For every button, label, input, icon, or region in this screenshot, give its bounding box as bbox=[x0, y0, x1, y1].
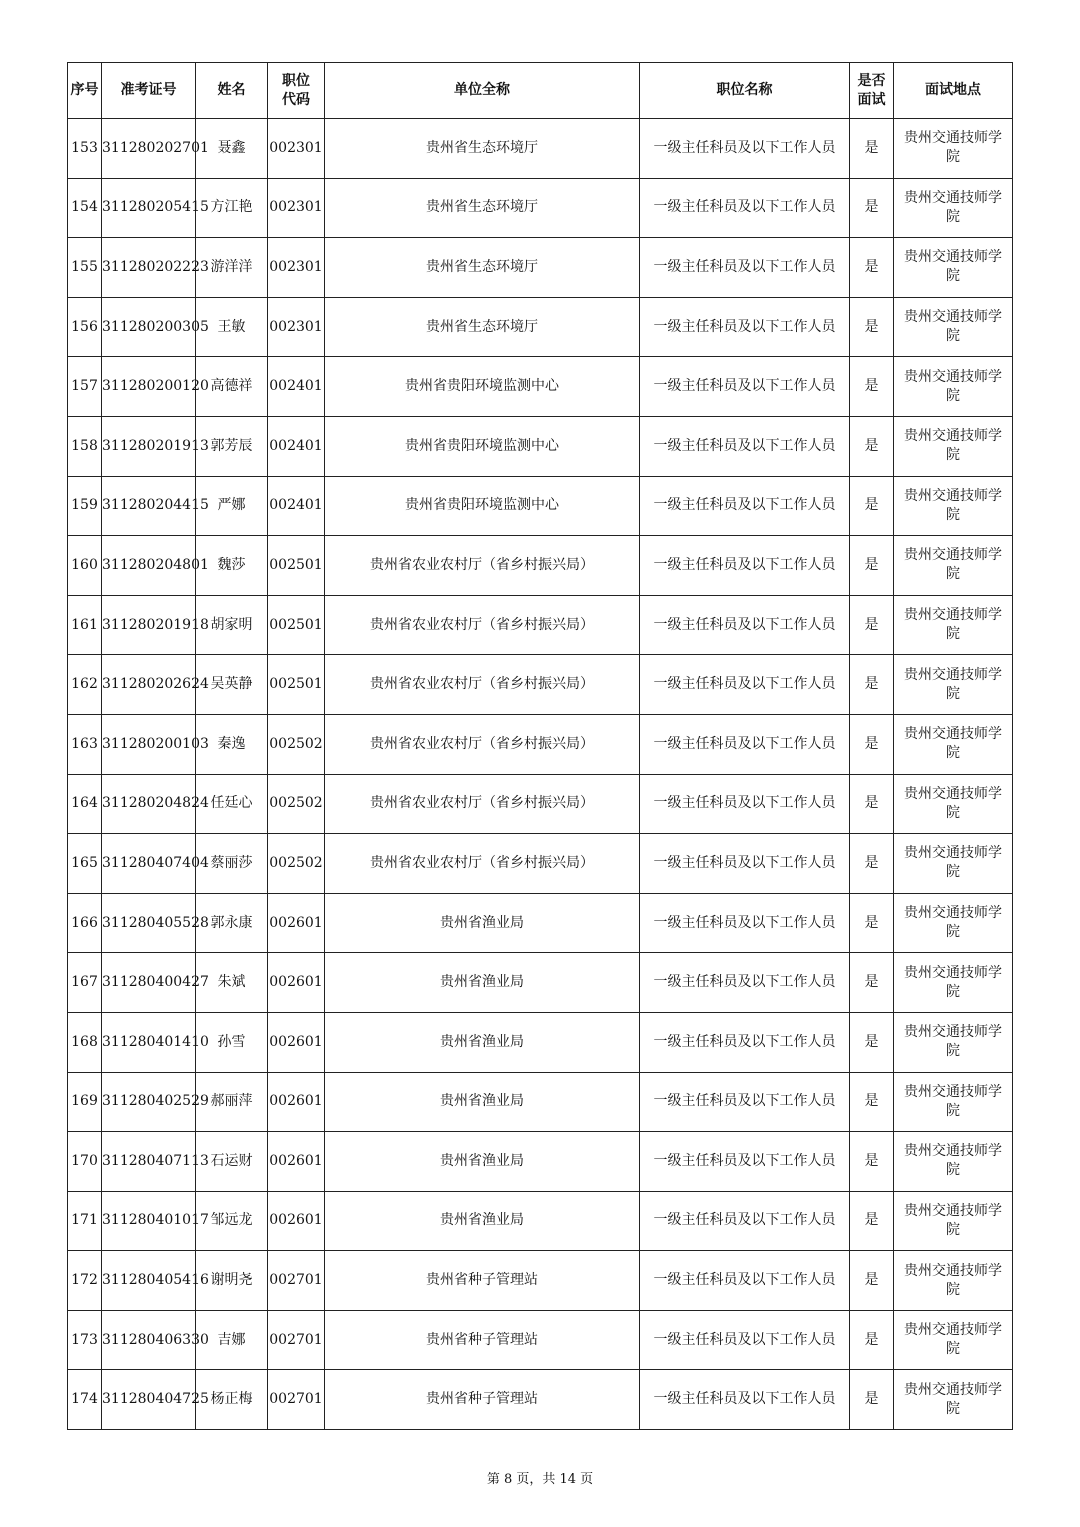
cell-interview: 是 bbox=[850, 536, 894, 596]
cell-location: 贵州交通技师学院 bbox=[894, 1191, 1013, 1251]
table-row bbox=[68, 238, 1013, 298]
cell-name: 魏莎 bbox=[196, 536, 268, 596]
cell-name: 方江艳 bbox=[196, 178, 268, 238]
cell-location: 贵州交通技师学院 bbox=[894, 893, 1013, 953]
cell-interview: 是 bbox=[850, 834, 894, 894]
table-row bbox=[68, 655, 1013, 715]
cell-location: 贵州交通技师学院 bbox=[894, 297, 1013, 357]
table-row bbox=[68, 1370, 1013, 1430]
cell-unit: 贵州省渔业局 bbox=[325, 893, 640, 953]
cell-interview: 是 bbox=[850, 893, 894, 953]
cell-position: 一级主任科员及以下工作人员 bbox=[640, 119, 850, 179]
cell-position: 一级主任科员及以下工作人员 bbox=[640, 238, 850, 298]
cell-location: 贵州交通技师学院 bbox=[894, 1310, 1013, 1370]
cell-location: 贵州交通技师学院 bbox=[894, 119, 1013, 179]
cell-name: 朱斌 bbox=[196, 953, 268, 1013]
cell-unit: 贵州省种子管理站 bbox=[325, 1310, 640, 1370]
header-cell: 是否 面试 bbox=[850, 63, 894, 119]
header-cell: 单位全称 bbox=[325, 63, 640, 119]
cell-interview: 是 bbox=[850, 178, 894, 238]
header-cell: 准考证号 bbox=[102, 63, 196, 119]
cell-location: 贵州交通技师学院 bbox=[894, 1132, 1013, 1192]
cell-unit: 贵州省渔业局 bbox=[325, 953, 640, 1013]
cell-interview: 是 bbox=[850, 119, 894, 179]
cell-index: 164 bbox=[68, 774, 102, 834]
cell-position: 一级主任科员及以下工作人员 bbox=[640, 1310, 850, 1370]
cell-index: 172 bbox=[68, 1251, 102, 1311]
cell-position-code: 002401 bbox=[268, 357, 325, 417]
cell-exam-id: 311280204801 bbox=[102, 536, 196, 596]
cell-exam-id: 311280205415 bbox=[102, 178, 196, 238]
cell-exam-id: 311280202701 bbox=[102, 119, 196, 179]
cell-index: 156 bbox=[68, 297, 102, 357]
cell-unit: 贵州省农业农村厅（省乡村振兴局） bbox=[325, 714, 640, 774]
cell-location: 贵州交通技师学院 bbox=[894, 774, 1013, 834]
cell-exam-id: 311280406330 bbox=[102, 1310, 196, 1370]
cell-interview: 是 bbox=[850, 297, 894, 357]
cell-index: 169 bbox=[68, 1072, 102, 1132]
cell-interview: 是 bbox=[850, 595, 894, 655]
table-row bbox=[68, 297, 1013, 357]
table-body bbox=[68, 119, 1013, 1430]
cell-position: 一级主任科员及以下工作人员 bbox=[640, 1132, 850, 1192]
cell-interview: 是 bbox=[850, 357, 894, 417]
cell-exam-id: 311280401017 bbox=[102, 1191, 196, 1251]
cell-exam-id: 311280200305 bbox=[102, 297, 196, 357]
cell-name: 严娜 bbox=[196, 476, 268, 536]
cell-name: 吉娜 bbox=[196, 1310, 268, 1370]
header-cell: 面试地点 bbox=[894, 63, 1013, 119]
cell-position-code: 002502 bbox=[268, 714, 325, 774]
header-cell: 姓名 bbox=[196, 63, 268, 119]
cell-location: 贵州交通技师学院 bbox=[894, 834, 1013, 894]
cell-position: 一级主任科员及以下工作人员 bbox=[640, 774, 850, 834]
cell-index: 157 bbox=[68, 357, 102, 417]
cell-position-code: 002502 bbox=[268, 774, 325, 834]
cell-position: 一级主任科员及以下工作人员 bbox=[640, 953, 850, 1013]
cell-interview: 是 bbox=[850, 1370, 894, 1430]
cell-exam-id: 311280407404 bbox=[102, 834, 196, 894]
cell-exam-id: 311280402529 bbox=[102, 1072, 196, 1132]
cell-name: 杨正梅 bbox=[196, 1370, 268, 1430]
cell-position: 一级主任科员及以下工作人员 bbox=[640, 655, 850, 715]
cell-name: 聂鑫 bbox=[196, 119, 268, 179]
cell-exam-id: 311280202624 bbox=[102, 655, 196, 715]
cell-unit: 贵州省生态环境厅 bbox=[325, 238, 640, 298]
table-row bbox=[68, 1072, 1013, 1132]
cell-position-code: 002701 bbox=[268, 1370, 325, 1430]
cell-position-code: 002601 bbox=[268, 1012, 325, 1072]
cell-index: 170 bbox=[68, 1132, 102, 1192]
table-row bbox=[68, 1251, 1013, 1311]
cell-position: 一级主任科员及以下工作人员 bbox=[640, 595, 850, 655]
cell-interview: 是 bbox=[850, 1012, 894, 1072]
cell-name: 高德祥 bbox=[196, 357, 268, 417]
cell-unit: 贵州省渔业局 bbox=[325, 1191, 640, 1251]
cell-index: 174 bbox=[68, 1370, 102, 1430]
cell-location: 贵州交通技师学院 bbox=[894, 953, 1013, 1013]
cell-name: 石运财 bbox=[196, 1132, 268, 1192]
cell-position: 一级主任科员及以下工作人员 bbox=[640, 297, 850, 357]
cell-position: 一级主任科员及以下工作人员 bbox=[640, 476, 850, 536]
header-cell: 职位名称 bbox=[640, 63, 850, 119]
cell-index: 153 bbox=[68, 119, 102, 179]
cell-interview: 是 bbox=[850, 1132, 894, 1192]
cell-unit: 贵州省种子管理站 bbox=[325, 1251, 640, 1311]
cell-unit: 贵州省贵阳环境监测中心 bbox=[325, 476, 640, 536]
cell-unit: 贵州省生态环境厅 bbox=[325, 297, 640, 357]
cell-position: 一级主任科员及以下工作人员 bbox=[640, 416, 850, 476]
cell-position-code: 002301 bbox=[268, 238, 325, 298]
cell-location: 贵州交通技师学院 bbox=[894, 1012, 1013, 1072]
cell-name: 胡家明 bbox=[196, 595, 268, 655]
cell-name: 任廷心 bbox=[196, 774, 268, 834]
cell-index: 161 bbox=[68, 595, 102, 655]
cell-position-code: 002301 bbox=[268, 297, 325, 357]
cell-unit: 贵州省农业农村厅（省乡村振兴局） bbox=[325, 834, 640, 894]
cell-unit: 贵州省农业农村厅（省乡村振兴局） bbox=[325, 774, 640, 834]
header-cell: 序号 bbox=[68, 63, 102, 119]
cell-index: 162 bbox=[68, 655, 102, 715]
cell-name: 谢明尧 bbox=[196, 1251, 268, 1311]
cell-location: 贵州交通技师学院 bbox=[894, 655, 1013, 715]
cell-name: 郭永康 bbox=[196, 893, 268, 953]
cell-unit: 贵州省渔业局 bbox=[325, 1072, 640, 1132]
cell-index: 158 bbox=[68, 416, 102, 476]
cell-index: 154 bbox=[68, 178, 102, 238]
cell-unit: 贵州省渔业局 bbox=[325, 1132, 640, 1192]
results-table bbox=[67, 62, 1013, 1430]
table-row bbox=[68, 714, 1013, 774]
cell-position-code: 002301 bbox=[268, 178, 325, 238]
cell-interview: 是 bbox=[850, 1310, 894, 1370]
cell-position-code: 002701 bbox=[268, 1310, 325, 1370]
cell-position: 一级主任科员及以下工作人员 bbox=[640, 536, 850, 596]
cell-exam-id: 311280405416 bbox=[102, 1251, 196, 1311]
cell-unit: 贵州省贵阳环境监测中心 bbox=[325, 357, 640, 417]
cell-position-code: 002601 bbox=[268, 1132, 325, 1192]
cell-index: 168 bbox=[68, 1012, 102, 1072]
cell-position-code: 002401 bbox=[268, 476, 325, 536]
cell-exam-id: 311280405528 bbox=[102, 893, 196, 953]
cell-exam-id: 311280200103 bbox=[102, 714, 196, 774]
cell-position: 一级主任科员及以下工作人员 bbox=[640, 893, 850, 953]
cell-name: 秦逸 bbox=[196, 714, 268, 774]
cell-interview: 是 bbox=[850, 774, 894, 834]
cell-position: 一级主任科员及以下工作人员 bbox=[640, 1251, 850, 1311]
cell-interview: 是 bbox=[850, 1251, 894, 1311]
cell-exam-id: 311280404725 bbox=[102, 1370, 196, 1430]
cell-interview: 是 bbox=[850, 238, 894, 298]
cell-position-code: 002501 bbox=[268, 595, 325, 655]
cell-position-code: 002601 bbox=[268, 1072, 325, 1132]
table-row bbox=[68, 834, 1013, 894]
cell-index: 163 bbox=[68, 714, 102, 774]
table-row bbox=[68, 893, 1013, 953]
cell-name: 郝丽萍 bbox=[196, 1072, 268, 1132]
cell-exam-id: 311280201913 bbox=[102, 416, 196, 476]
cell-unit: 贵州省渔业局 bbox=[325, 1012, 640, 1072]
cell-exam-id: 311280401410 bbox=[102, 1012, 196, 1072]
cell-index: 160 bbox=[68, 536, 102, 596]
cell-name: 孙雪 bbox=[196, 1012, 268, 1072]
cell-name: 吴英静 bbox=[196, 655, 268, 715]
cell-location: 贵州交通技师学院 bbox=[894, 714, 1013, 774]
cell-location: 贵州交通技师学院 bbox=[894, 1370, 1013, 1430]
cell-name: 游洋洋 bbox=[196, 238, 268, 298]
cell-unit: 贵州省农业农村厅（省乡村振兴局） bbox=[325, 655, 640, 715]
cell-location: 贵州交通技师学院 bbox=[894, 595, 1013, 655]
cell-location: 贵州交通技师学院 bbox=[894, 357, 1013, 417]
cell-index: 171 bbox=[68, 1191, 102, 1251]
table-row bbox=[68, 1310, 1013, 1370]
cell-name: 蔡丽莎 bbox=[196, 834, 268, 894]
table-row bbox=[68, 774, 1013, 834]
header-row bbox=[68, 63, 1013, 119]
cell-index: 159 bbox=[68, 476, 102, 536]
cell-position: 一级主任科员及以下工作人员 bbox=[640, 1072, 850, 1132]
cell-index: 173 bbox=[68, 1310, 102, 1370]
cell-position: 一级主任科员及以下工作人员 bbox=[640, 1191, 850, 1251]
cell-position: 一级主任科员及以下工作人员 bbox=[640, 178, 850, 238]
cell-index: 155 bbox=[68, 238, 102, 298]
cell-location: 贵州交通技师学院 bbox=[894, 238, 1013, 298]
cell-position: 一级主任科员及以下工作人员 bbox=[640, 1012, 850, 1072]
cell-location: 贵州交通技师学院 bbox=[894, 416, 1013, 476]
header-cell: 职位 代码 bbox=[268, 63, 325, 119]
page-footer: 第 8 页，共 14 页 bbox=[486, 1472, 594, 1487]
cell-unit: 贵州省生态环境厅 bbox=[325, 178, 640, 238]
table-row bbox=[68, 178, 1013, 238]
cell-location: 贵州交通技师学院 bbox=[894, 476, 1013, 536]
cell-exam-id: 311280201918 bbox=[102, 595, 196, 655]
table-row bbox=[68, 416, 1013, 476]
cell-exam-id: 311280202223 bbox=[102, 238, 196, 298]
cell-position-code: 002601 bbox=[268, 893, 325, 953]
cell-name: 邹远龙 bbox=[196, 1191, 268, 1251]
cell-exam-id: 311280407113 bbox=[102, 1132, 196, 1192]
cell-position-code: 002401 bbox=[268, 416, 325, 476]
table-row bbox=[68, 595, 1013, 655]
cell-exam-id: 311280204824 bbox=[102, 774, 196, 834]
cell-exam-id: 311280204415 bbox=[102, 476, 196, 536]
cell-location: 贵州交通技师学院 bbox=[894, 1251, 1013, 1311]
table-row bbox=[68, 476, 1013, 536]
cell-interview: 是 bbox=[850, 953, 894, 1013]
cell-exam-id: 311280400427 bbox=[102, 953, 196, 1013]
table-row bbox=[68, 536, 1013, 596]
cell-position: 一级主任科员及以下工作人员 bbox=[640, 1370, 850, 1430]
cell-position-code: 002502 bbox=[268, 834, 325, 894]
table-row bbox=[68, 357, 1013, 417]
table-row bbox=[68, 1191, 1013, 1251]
cell-interview: 是 bbox=[850, 476, 894, 536]
cell-unit: 贵州省贵阳环境监测中心 bbox=[325, 416, 640, 476]
cell-name: 王敏 bbox=[196, 297, 268, 357]
cell-unit: 贵州省生态环境厅 bbox=[325, 119, 640, 179]
cell-position-code: 002601 bbox=[268, 1191, 325, 1251]
cell-position: 一级主任科员及以下工作人员 bbox=[640, 834, 850, 894]
cell-position-code: 002501 bbox=[268, 655, 325, 715]
cell-unit: 贵州省种子管理站 bbox=[325, 1370, 640, 1430]
cell-position: 一级主任科员及以下工作人员 bbox=[640, 357, 850, 417]
cell-unit: 贵州省农业农村厅（省乡村振兴局） bbox=[325, 536, 640, 596]
cell-position-code: 002301 bbox=[268, 119, 325, 179]
cell-location: 贵州交通技师学院 bbox=[894, 536, 1013, 596]
cell-position: 一级主任科员及以下工作人员 bbox=[640, 714, 850, 774]
cell-position-code: 002701 bbox=[268, 1251, 325, 1311]
cell-index: 165 bbox=[68, 834, 102, 894]
cell-exam-id: 311280200120 bbox=[102, 357, 196, 417]
cell-interview: 是 bbox=[850, 416, 894, 476]
cell-name: 郭芳辰 bbox=[196, 416, 268, 476]
cell-interview: 是 bbox=[850, 1072, 894, 1132]
table-row bbox=[68, 119, 1013, 179]
table-row bbox=[68, 953, 1013, 1013]
table-row bbox=[68, 1012, 1013, 1072]
cell-index: 167 bbox=[68, 953, 102, 1013]
cell-interview: 是 bbox=[850, 655, 894, 715]
cell-index: 166 bbox=[68, 893, 102, 953]
cell-position-code: 002501 bbox=[268, 536, 325, 596]
cell-interview: 是 bbox=[850, 714, 894, 774]
cell-position-code: 002601 bbox=[268, 953, 325, 1013]
cell-interview: 是 bbox=[850, 1191, 894, 1251]
cell-unit: 贵州省农业农村厅（省乡村振兴局） bbox=[325, 595, 640, 655]
table-row bbox=[68, 1132, 1013, 1192]
cell-location: 贵州交通技师学院 bbox=[894, 1072, 1013, 1132]
cell-location: 贵州交通技师学院 bbox=[894, 178, 1013, 238]
